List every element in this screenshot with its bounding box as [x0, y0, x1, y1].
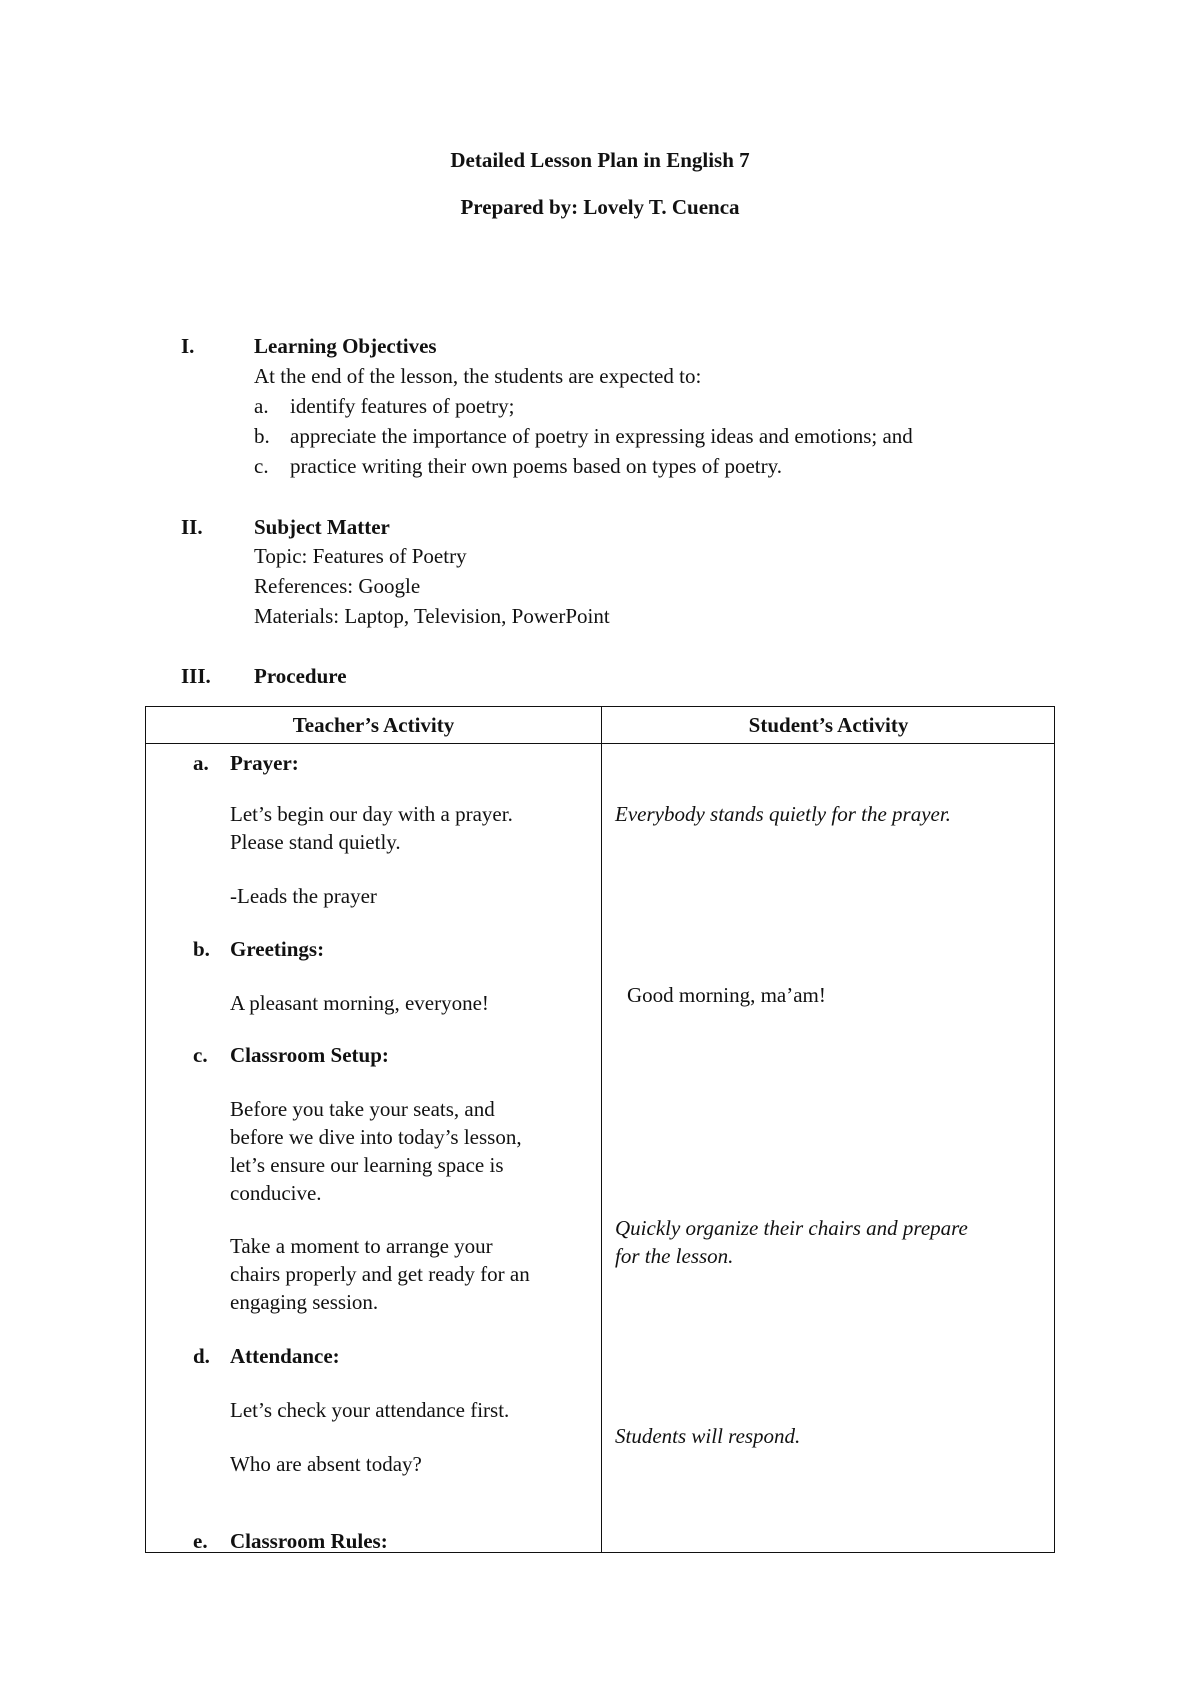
teacher-line: -Leads the prayer	[230, 884, 377, 908]
step-label-attendance: Attendance:	[230, 1344, 340, 1368]
step-marker: b.	[193, 937, 210, 961]
section-number-procedure: III.	[181, 664, 211, 688]
subject-references: References: Google	[254, 574, 421, 598]
header-teacher-activity: Teacher’s Activity	[292, 713, 455, 737]
teacher-line: Let’s begin our day with a prayer.	[230, 802, 513, 826]
teacher-line: conducive.	[230, 1181, 322, 1205]
step-label-classroom-rules: Classroom Rules:	[230, 1529, 388, 1553]
teacher-line: engaging session.	[230, 1290, 379, 1314]
step-marker: d.	[193, 1344, 210, 1368]
document-title: Detailed Lesson Plan in English 7	[450, 148, 750, 172]
step-marker: c.	[193, 1043, 208, 1067]
objectives-intro: At the end of the lesson, the students are expected to:	[254, 364, 702, 388]
student-response: Everybody stands quietly for the prayer.	[615, 802, 951, 826]
section-number-subject: II.	[181, 515, 203, 539]
objective-item: identify features of poetry;	[290, 394, 515, 418]
student-response: Quickly organize their chairs and prepare	[615, 1216, 968, 1240]
section-title-procedure: Procedure	[254, 664, 347, 688]
prepared-by: Prepared by: Lovely T. Cuenca	[460, 195, 740, 219]
section-title-subject: Subject Matter	[254, 515, 390, 539]
teacher-line: chairs properly and get ready for an	[230, 1262, 530, 1286]
section-number-objectives: I.	[181, 334, 195, 358]
teacher-line: Please stand quietly.	[230, 830, 401, 854]
student-response: for the lesson.	[615, 1244, 734, 1268]
step-label-prayer: Prayer:	[230, 751, 299, 775]
teacher-line: Who are absent today?	[230, 1452, 422, 1476]
teacher-line: Take a moment to arrange your	[230, 1234, 493, 1258]
subject-topic: Topic: Features of Poetry	[254, 544, 467, 568]
teacher-line: let’s ensure our learning space is	[230, 1153, 504, 1177]
header-student-activity: Student’s Activity	[748, 713, 909, 737]
objective-item: practice writing their own poems based on types of poetry.	[290, 454, 783, 478]
column-divider	[601, 707, 602, 1552]
objective-item: appreciate the importance of poetry in expressing ideas and emotions; and	[290, 424, 913, 448]
objective-marker: a.	[254, 394, 269, 418]
student-response: Students will respond.	[615, 1424, 801, 1448]
header-divider	[146, 743, 1054, 744]
step-label-classroom-setup: Classroom Setup:	[230, 1043, 389, 1067]
step-marker: a.	[193, 751, 209, 775]
step-marker: e.	[193, 1529, 208, 1553]
teacher-line: A pleasant morning, everyone!	[230, 991, 489, 1015]
procedure-table	[145, 706, 1055, 1553]
section-title-objectives: Learning Objectives	[254, 334, 437, 358]
teacher-line: Let’s check your attendance first.	[230, 1398, 510, 1422]
teacher-line: before we dive into today’s lesson,	[230, 1125, 522, 1149]
teacher-line: Before you take your seats, and	[230, 1097, 495, 1121]
objective-marker: c.	[254, 454, 269, 478]
student-response: Good morning, ma’am!	[627, 983, 826, 1007]
step-label-greetings: Greetings:	[230, 937, 325, 961]
objective-marker: b.	[254, 424, 270, 448]
subject-materials: Materials: Laptop, Television, PowerPoint	[254, 604, 610, 628]
